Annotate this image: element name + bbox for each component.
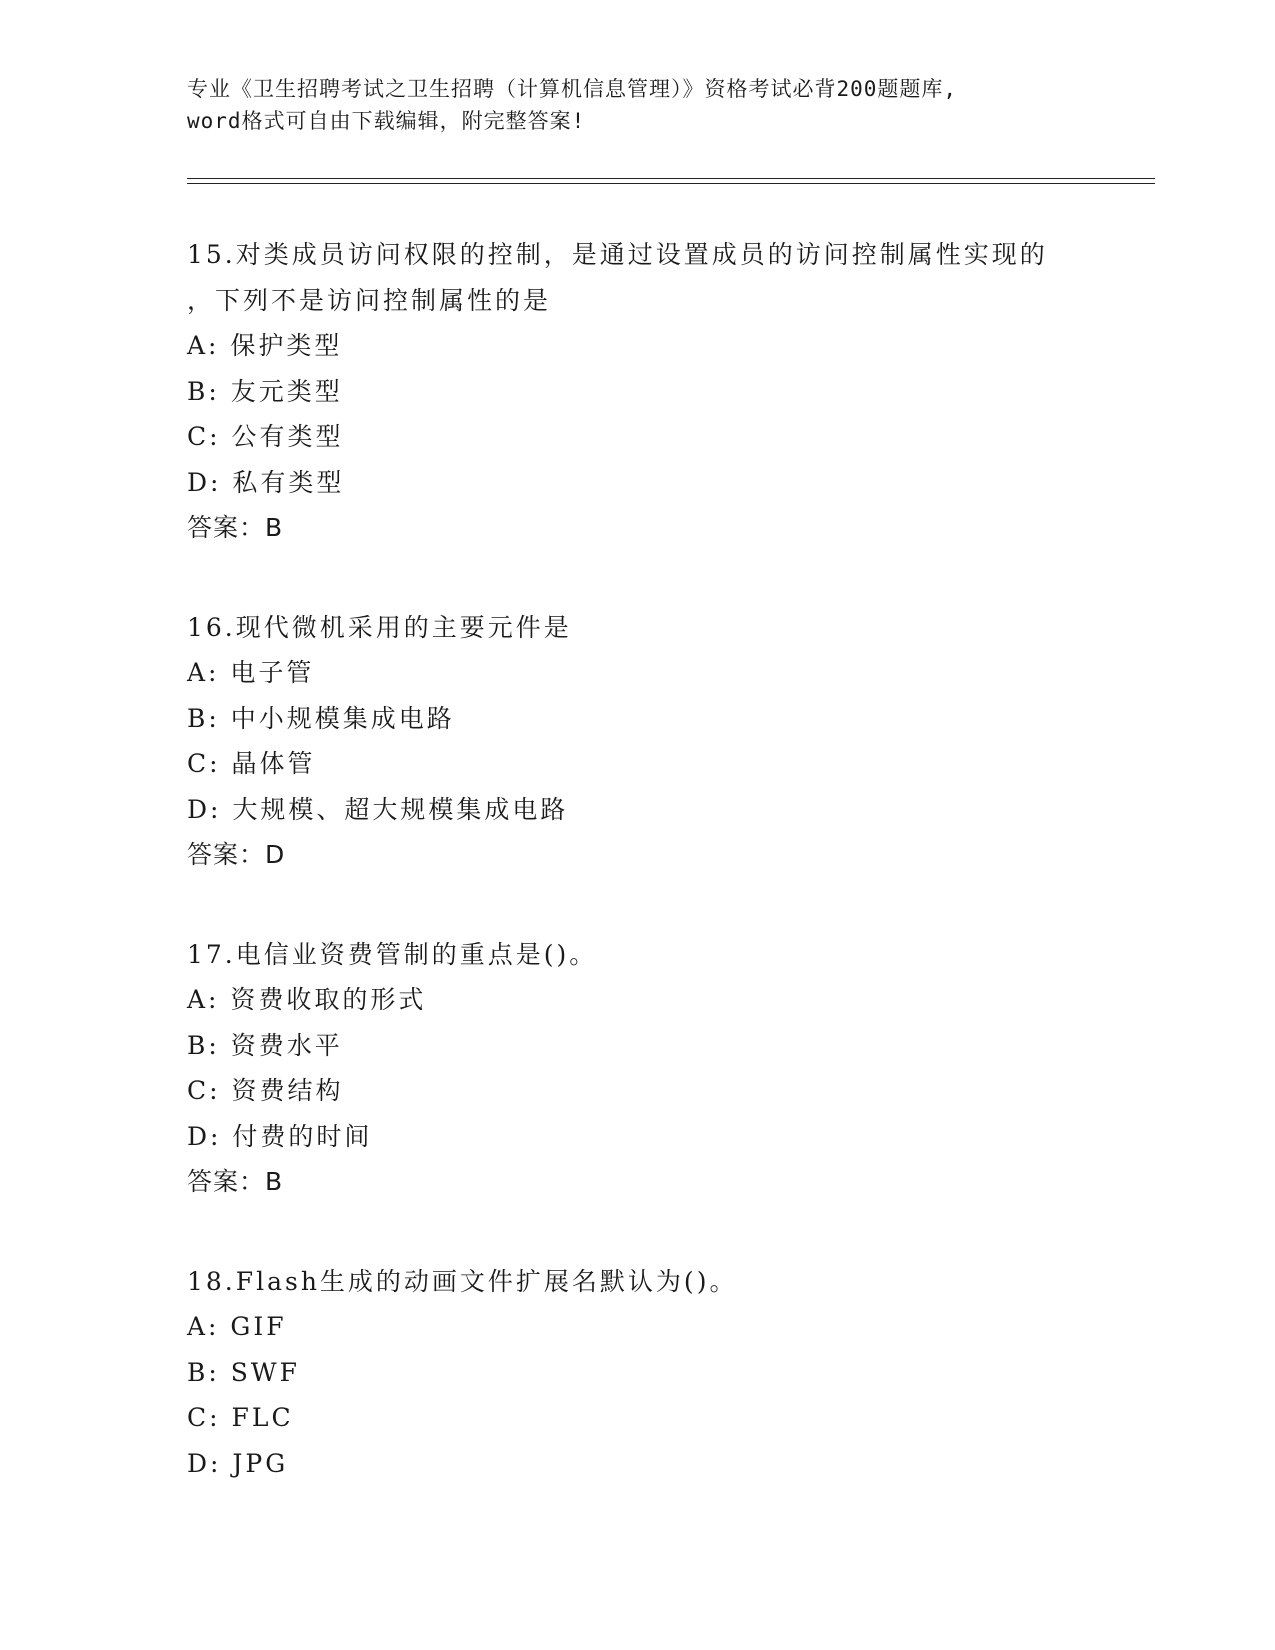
question-18: [187, 1259, 1087, 1487]
question-text: ，下列不是访问控制属性的是: [187, 285, 552, 315]
question-text: 16.现代微机采用的主要元件是: [187, 612, 572, 642]
question-text: 15.对类成员访问权限的控制，是通过设置成员的访问控制属性实现的: [187, 240, 1048, 269]
option-d: D: JPG: [187, 1448, 289, 1478]
document-header: [187, 73, 1087, 137]
option-a: A: 资费收取的形式: [187, 985, 427, 1014]
question-text: 18.Flash生成的动画文件扩展名默认为()。: [187, 1266, 738, 1296]
answer-line: 答案：B: [187, 513, 284, 542]
option-b: B: 中小规模集成电路: [187, 703, 455, 733]
header-divider-bottom: [187, 183, 1155, 184]
option-b: B: 资费水平: [187, 1030, 343, 1060]
header-divider-top: [187, 178, 1155, 179]
option-a: A: 电子管: [187, 658, 315, 687]
option-b: B: 友元类型: [187, 376, 343, 406]
option-c: C: 资费结构: [187, 1076, 344, 1105]
option-c: C: 晶体管: [187, 749, 316, 778]
question-16: [187, 605, 1087, 878]
question-text: 17.电信业资费管制的重点是()。: [187, 939, 598, 969]
question-17: [187, 932, 1087, 1205]
header-line-1: 专业《卫生招聘考试之卫生招聘（计算机信息管理）》资格考试必背200题题库,: [187, 77, 958, 101]
option-b: B: SWF: [187, 1357, 300, 1387]
option-a: A: 保护类型: [187, 331, 343, 360]
question-15: [187, 232, 1087, 551]
option-c: C: FLC: [187, 1403, 294, 1432]
option-d: D: 付费的时间: [187, 1121, 373, 1151]
option-d: D: 私有类型: [187, 467, 345, 497]
header-line-2: word格式可自由下载编辑，附完整答案!: [187, 109, 586, 133]
answer-line: 答案：B: [187, 1167, 284, 1196]
option-a: A: GIF: [187, 1312, 287, 1341]
question-list: [187, 232, 1087, 1540]
option-c: C: 公有类型: [187, 422, 344, 451]
answer-line: 答案：D: [187, 840, 286, 869]
option-d: D: 大规模、超大规模集成电路: [187, 794, 569, 824]
